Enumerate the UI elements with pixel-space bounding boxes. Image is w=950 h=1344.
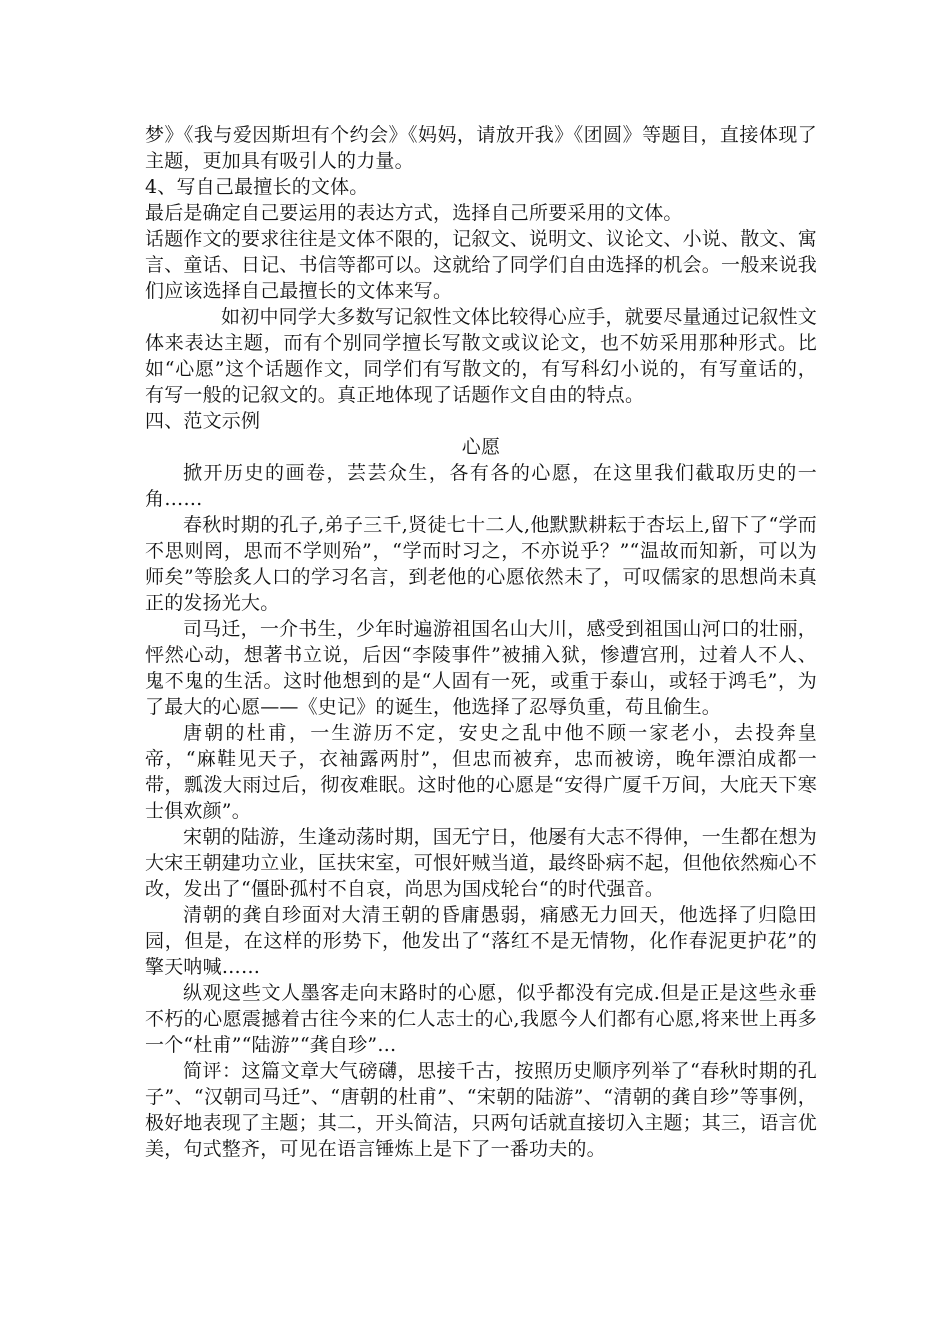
- essay-commentary: 简评：这篇文章大气磅礴，思接千古，按照历史顺序列举了“春秋时期的孔子”、“汉朝司马迁”、“唐朝的杜甫”、“宋朝的陆游”、“清朝的龚自珍”等事例，极好地表现了主题；其二，开头简洁，只两句话就直接切入主题；其三，语言优美，句式整齐，可见在语言锤炼上是下了一番功夫的。: [145, 1060, 818, 1160]
- section-heading-genre: 4、写自己最擅长的文体。: [145, 176, 369, 198]
- paragraph-genre-intro: 最后是确定自己要运用的表达方式，选择自己所要采用的文体。: [145, 202, 683, 224]
- paragraph-genre-example: 如初中同学大多数写记叙性文体比较得心应手，就要尽量通过记叙性文体来表达主题，而有个别同学擅长写散文或议论文，也不妨采用那种形式。比如“心愿”这个话题作文，同学们有写散文的，有写科幻小说的，有写童话的，有写一般的记叙文的。真正地体现了话题作文自由的特点。: [145, 306, 817, 406]
- essay-paragraph-sima-qian: 司马迁，一介书生，少年时遍游祖国名山大川，感受到祖国山河口的壮丽，怦然心动，想著书立说，后因“李陵事件”被捕入狱，惨遭宫刑，过着人不人、鬼不鬼的生活。这时他想到的是“人固有一死，或重于泰山，或轻于鸿毛”，为了最大的心愿——《史记》的诞生，他选择了忍辱负重，苟且偷生。: [145, 618, 817, 718]
- essay-paragraph-opening: 掀开历史的画卷，芸芸众生，各有各的心愿，在这里我们截取历史的一角……: [145, 462, 817, 510]
- essay-paragraph-confucius: 春秋时期的孔子,弟子三千,贤徒七十二人,他默默耕耘于杏坛上,留下了“学而不思则罔，思而不学则殆”，“学而时习之，不亦说乎？”“温故而知新，可以为师矣”等脍炙人口的学习名言，到老他的心愿依然未了，可叹儒家的思想尚未真正的发扬光大。: [145, 514, 817, 614]
- essay-paragraph-gong-zizhen: 清朝的龚自珍面对大清王朝的昏庸愚弱，痛感无力回天，他选择了归隐田园，但是，在这样的形势下，他发出了“落红不是无情物，化作春泥更护花”的擎天呐喊……: [145, 904, 817, 978]
- essay-paragraph-lu-you: 宋朝的陆游，生逢动荡时期，国无宁日，他屡有大志不得伸，一生都在想为大宋王朝建功立业，匡扶宋室，可恨奸贼当道，最终卧病不起，但他依然痴心不改，发出了“僵卧孤村不自哀，尚思为国戍轮台“的时代强音。: [145, 826, 818, 900]
- document-body: [145, 122, 817, 1162]
- paragraph-title-examples: 梦》《我与爱因斯坦有个约会》《妈妈，请放开我》《团圆》等题目，直接体现了主题，更加具有吸引人的力量。: [145, 124, 817, 172]
- essay-paragraph-conclusion: 纵观这些文人墨客走向末路时的心愿，似乎都没有完成.但是正是这些永垂不朽的心愿震撼着古往今来的仁人志士的心,我愿今人们都有心愿,将来世上再多一个“杜甫”“陆游”“龚自珍”…: [145, 982, 817, 1056]
- paragraph-genre-freedom: 话题作文的要求往往是文体不限的，记叙文、说明文、议论文、小说、散文、寓言、童话、日记、书信等都可以。这就给了同学们自由选择的机会。一般来说我们应该选择自己最擅长的文体来写。: [145, 228, 818, 302]
- section-heading-sample: 四、范文示例: [145, 410, 261, 432]
- essay-paragraph-du-fu: 唐朝的杜甫，一生游历不定，安史之乱中他不顾一家老小，去投奔皇帝，“麻鞋见天子，衣袖露两肘”，但忠而被弃，忠而被谤，晚年漂泊成都一带，瓢泼大雨过后，彻夜难眠。这时他的心愿是“安得广厦千万间，大庇天下寒士俱欢颜”。: [145, 722, 817, 822]
- sample-essay-title: 心愿: [461, 436, 501, 458]
